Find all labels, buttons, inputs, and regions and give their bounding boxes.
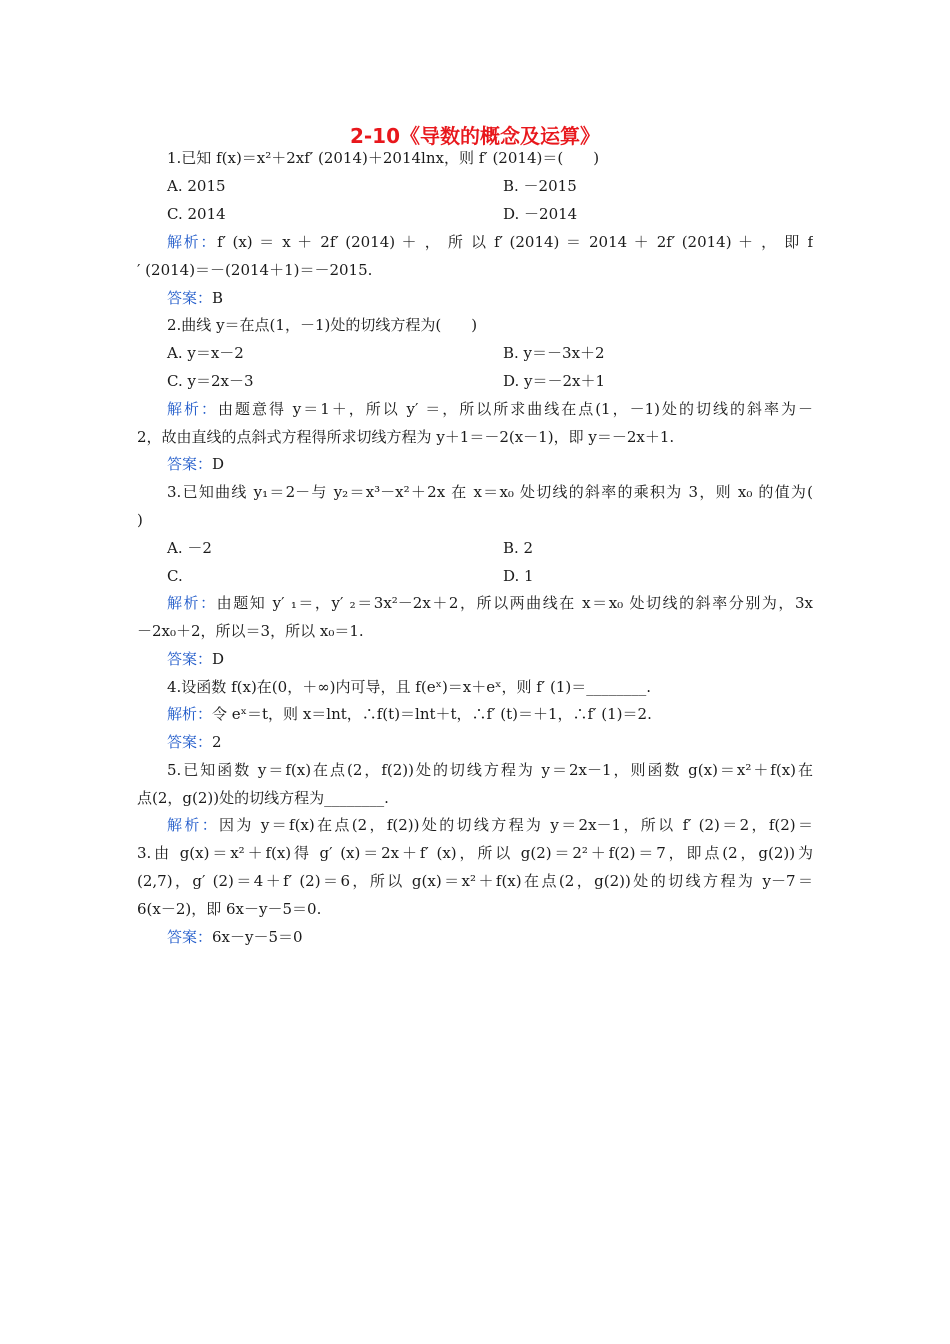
q4-answer [167, 732, 813, 752]
q2-analysis-line-2: 2，故由直线的点斜式方程得所求切线方程为 y＋1＝－2(x－1)，即 y＝－2x＋1. [137, 428, 675, 446]
q1-stem: 1.已知 f(x)＝x²＋2xf′ (2014)＋2014lnx，则 f′ (2014)＝( ) [167, 149, 600, 167]
q3-option-b: B. 2 [503, 539, 534, 557]
q3-analysis [167, 593, 813, 613]
q1-option-b: B. －2015 [503, 177, 577, 195]
analysis-label: 解析： [167, 705, 213, 723]
q5-stem-line-1: 5.已知函数 y＝f(x)在点(2，f(2))处的切线方程为 y＝2x－1，则函数 g(x)＝x²＋f(x)在 [167, 761, 813, 779]
q1-analysis-line-1: f′ (x) ＝ x ＋ 2f′ (2014) ＋ ， 所 以 f′ (2014) ＝ 2014 ＋ 2f′ (2014) ＋ ， 即 f [217, 233, 813, 251]
q2-option-c: C. y＝2x－3 [167, 372, 254, 390]
q3-answer [167, 649, 813, 669]
answer-label: 答案： [167, 650, 213, 668]
analysis-label: 解析： [167, 400, 218, 418]
page-title: 2-10《导数的概念及运算》 [349, 124, 601, 148]
q1-answer [167, 288, 813, 308]
answer-label: 答案： [167, 455, 213, 473]
q5-answer-value: 6x－y－5＝0 [212, 928, 303, 946]
q4-analysis [167, 704, 813, 724]
q3-stem-line-1: 3.已知曲线 y₁＝2－与 y₂＝x³－x²＋2x 在 x＝x₀ 处切线的斜率的乘积为 3，则 x₀ 的值为( [167, 483, 813, 501]
q2-option-d: D. y＝－2x＋1 [503, 372, 606, 390]
q1-analysis-line-2: ′ (2014)＝－(2014＋1)＝－2015. [137, 261, 373, 279]
q5-analysis-line-2: 3.由 g(x)＝x²＋f(x)得 g′ (x)＝2x＋f′ (x)，所以 g(2)＝2²＋f(2)＝7，即点(2，g(2))为 [137, 844, 813, 862]
q3-stem-line-2: ) [137, 511, 143, 529]
q2-analysis-line-1: 由题意得 y＝1＋，所以 y′ ＝，所以所求曲线在点(1，－1)处的切线的斜率为－ [218, 400, 813, 418]
q1-option-d: D. －2014 [503, 205, 578, 223]
q2-option-a: A. y＝x－2 [167, 344, 244, 362]
q1-answer-value: B [212, 289, 224, 307]
q4-stem: 4.设函数 f(x)在(0，＋∞)内可导，且 f(eˣ)＝x＋eˣ，则 f′ (1)＝________. [167, 678, 652, 696]
q3-option-a: A. －2 [167, 539, 212, 557]
q3-analysis-line-2: －2x₀＋2，所以＝3，所以 x₀＝1. [137, 622, 364, 640]
q1-option-a: A. 2015 [167, 177, 226, 195]
q5-analysis-line-4: 6(x－2)，即 6x－y－5＝0. [137, 900, 322, 918]
answer-label: 答案： [167, 289, 213, 307]
q1-option-c: C. 2014 [167, 205, 226, 223]
q1-analysis [167, 232, 813, 252]
q5-stem-line-2: 点(2，g(2))处的切线方程为________. [137, 789, 389, 807]
analysis-label: 解析： [167, 816, 220, 834]
q2-answer [167, 454, 813, 474]
q5-analysis [167, 815, 813, 835]
q3-option-c: C. [167, 567, 183, 585]
q3-answer-value: D [212, 650, 225, 668]
q4-analysis-text: 令 eˣ＝t，则 x＝lnt，∴f(t)＝lnt＋t，∴f′ (t)＝＋1，∴f′ (1)＝2. [212, 705, 652, 723]
answer-label: 答案： [167, 733, 213, 751]
q2-answer-value: D [212, 455, 225, 473]
q2-option-b: B. y＝－3x＋2 [503, 344, 605, 362]
q4-answer-value: 2 [212, 733, 222, 751]
q3-analysis-line-1: 由题知 y′ ₁＝，y′ ₂＝3x²－2x＋2，所以两曲线在 x＝x₀ 处切线的斜率分别为，3x [216, 594, 813, 612]
q5-analysis-line-3: (2,7)，g′ (2)＝4＋f′ (2)＝6，所以 g(x)＝x²＋f(x)在点(2，g(2))处的切线方程为 y－7＝ [137, 872, 813, 890]
q5-answer [167, 927, 813, 947]
q5-analysis-line-1: 因为 y＝f(x)在点(2，f(2))处的切线方程为 y＝2x－1，所以 f′ (2)＝2，f(2)＝ [219, 816, 813, 834]
analysis-label: 解析： [167, 233, 218, 251]
q2-analysis [167, 399, 813, 419]
answer-label: 答案： [167, 928, 213, 946]
q3-option-d: D. 1 [503, 567, 534, 585]
analysis-label: 解析： [167, 594, 217, 612]
q2-stem: 2.曲线 y＝在点(1，－1)处的切线方程为( ) [167, 316, 478, 334]
